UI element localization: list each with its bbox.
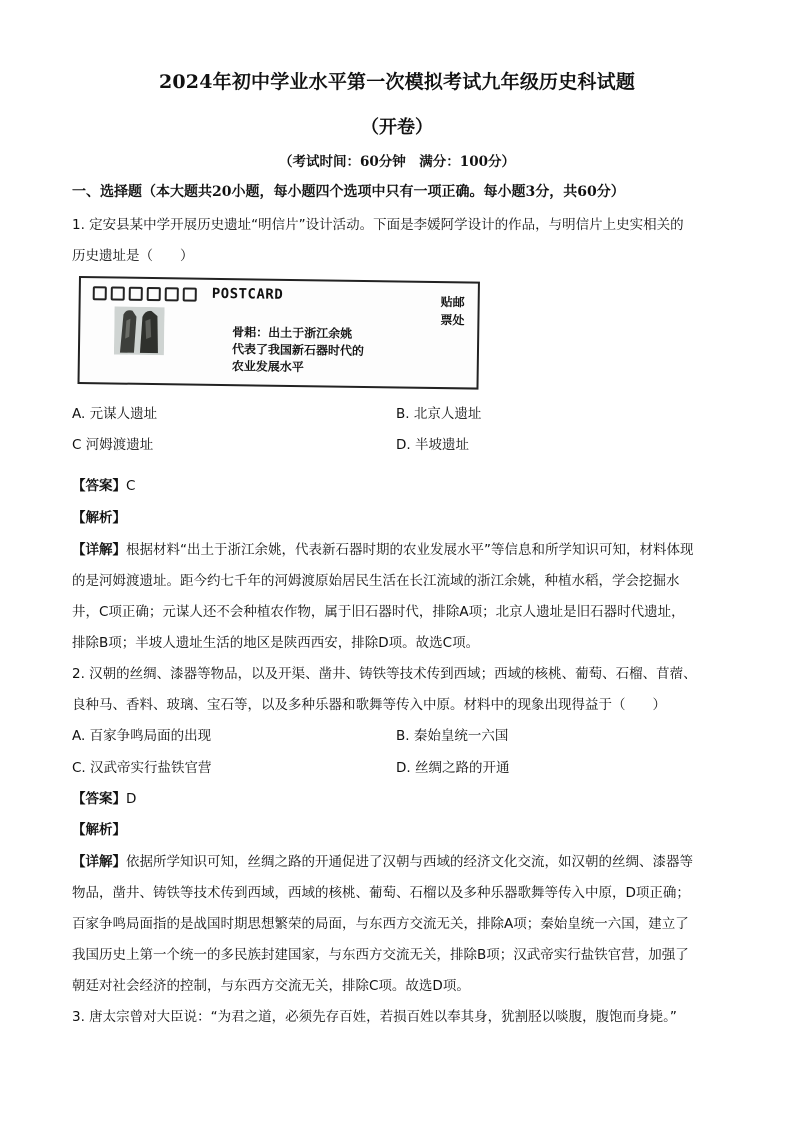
page-subtitle: （开卷）: [361, 117, 433, 138]
q2-detail-line1: [72, 850, 693, 870]
page-title: 2024年初中学业水平第一次模拟考试九年级历史科试题: [158, 71, 636, 93]
detail-tag: 【详解】: [72, 854, 126, 870]
analysis-tag: 【解析】: [72, 822, 126, 838]
q3-stem-line1: 3. 唐太宗曾对大臣说：“为君之道，必须先存百姓，若损百姓以奉其身，犹割胫以啖腹，腹饱而身毙。”: [72, 1009, 677, 1025]
q2-detail-line4: 我国历史上第一个统一的多民族封建国家，与东西方交流无关，排除B项；汉武帝实行盐铁官营，加强了: [72, 947, 689, 963]
postcode-box: [129, 287, 143, 301]
q2-analysis-tag: [72, 818, 126, 838]
detail-text: 根据材料“出土于浙江余姚，代表新石器时期的农业发展水平”等信息和所学知识可知，材料体现: [126, 542, 694, 558]
postcode-boxes: [93, 286, 197, 301]
postcard-figure: [77, 276, 479, 390]
q1-detail-line1: [72, 538, 694, 558]
postcard-note-line2: 代表了我国新石器时代的: [231, 342, 365, 358]
postcard-note-line1: 骨耜：出土于浙江余姚: [232, 325, 353, 341]
postcard-note-line3: 农业发展水平: [231, 359, 304, 375]
detail-text: 依据所学知识可知，丝绸之路的开通促进了汉朝与西域的经济文化交流，如汉朝的丝绸、漆器等: [126, 854, 693, 870]
q1-stem-line2: 历史遗址是（ ）: [72, 248, 194, 264]
q2-answer: [72, 787, 136, 807]
section-heading: 一、选择题（本大题共20小题，每小题四个选项中只有一项正确。每小题3分，共60分）: [72, 184, 625, 200]
stamp-area-label: 贴邮票处: [440, 295, 465, 328]
postcode-box: [111, 286, 125, 300]
q1-option-d: D. 半坡遗址: [396, 437, 469, 453]
q1-option-a: A. 元谋人遗址: [72, 406, 158, 422]
postcard-note: [232, 324, 365, 377]
postcode-box: [183, 287, 197, 301]
exam-meta: （考试时间：60分钟 满分：100分）: [279, 154, 515, 170]
q2-option-d: D. 丝绸之路的开通: [396, 760, 510, 776]
bone-spade-photo: [114, 306, 165, 355]
q2-option-c: C. 汉武帝实行盐铁官营: [72, 760, 212, 776]
analysis-tag: 【解析】: [72, 510, 126, 526]
q2-detail-line2: 物品，凿井、铸铁等技术传到西域，西域的核桃、葡萄、石榴以及多种乐器歌舞等传入中原，D项正确；: [72, 885, 690, 901]
answer-tag: 【答案】: [72, 791, 126, 807]
q1-answer: [72, 474, 135, 494]
q1-detail-line3: 井，C项正确；元谋人还不会种植农作物，属于旧石器时代，排除A项；北京人遗址是旧石器时代遗址，: [72, 604, 685, 620]
q2-detail-line3: 百家争鸣局面指的是战国时期思想繁荣的局面，与东西方交流无关，排除A项；秦始皇统一六国，建立了: [72, 916, 689, 932]
postcode-box: [147, 287, 161, 301]
postcard-label: POSTCARD: [211, 285, 284, 303]
answer-value: C: [126, 478, 136, 494]
postcode-box: [165, 287, 179, 301]
q1-analysis-tag: [72, 506, 126, 526]
q2-option-b: B. 秦始皇统一六国: [396, 728, 509, 744]
q2-stem-line1: 2. 汉朝的丝绸、漆器等物品，以及开渠、凿井、铸铁等技术传到西域；西域的核桃、葡萄、石榴、苜蓿、: [72, 666, 697, 682]
q1-detail-line4: 排除B项；半坡人遗址生活的地区是陕西西安，排除D项。故选C项。: [72, 635, 480, 651]
detail-tag: 【详解】: [72, 542, 126, 558]
q1-detail-line2: 的是河姆渡遗址。距今约七千年的河姆渡原始居民生活在长江流域的浙江余姚，种植水稻，学会挖掘水: [72, 573, 680, 589]
q2-stem-line2: 良种马、香料、玻璃、宝石等，以及多种乐器和歌舞等传入中原。材料中的现象出现得益于（ ）: [72, 697, 666, 713]
q1-stem-line1: 1. 定安县某中学开展历史遗址“明信片”设计活动。下面是李媛阿学设计的作品，与明信片上史实相关的: [72, 217, 684, 233]
q1-option-b: B. 北京人遗址: [396, 406, 482, 422]
answer-value: D: [126, 791, 137, 807]
q2-option-a: A. 百家争鸣局面的出现: [72, 728, 212, 744]
q1-option-c: C 河姆渡遗址: [72, 437, 154, 453]
q2-detail-line5: 朝廷对社会经济的控制，与东西方交流无关，排除C项。故选D项。: [72, 978, 470, 994]
postcode-box: [93, 286, 107, 300]
answer-tag: 【答案】: [72, 478, 126, 494]
